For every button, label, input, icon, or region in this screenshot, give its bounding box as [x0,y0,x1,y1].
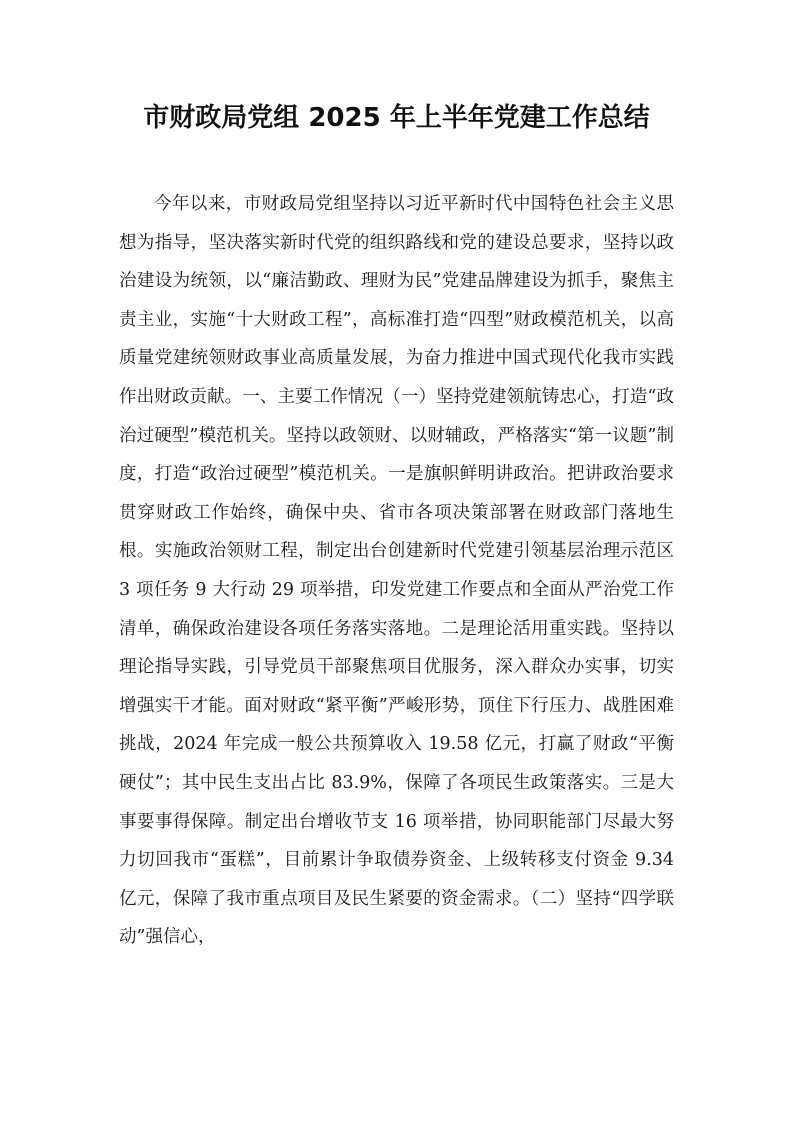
document-title: 市财政局党组 2025 年上半年党建工作总结 [143,103,650,133]
body-paragraph: 今年以来，市财政局党组坚持以习近平新时代中国特色社会主义思想为指导，坚决落实新时代党的组织路线和党的建设总要求，坚持以政治建设为统领，以“廉洁勤政、理财为民”党建品牌建设为抓手，聚焦主责主业，实施“十大财政工程”，高标准打造“四型”财政模范机关，以高质量党建统领财政事业高质量发展，为奋力推进中国式现代化我市实践作出财政贡献。一、主要工作情况（一）坚持党建领航铸忠心，打造“政治过硬型”模范机关。坚持以政领财、以财辅政，严格落实“第一议题”制度，打造“政治过硬型”模范机关。一是旗帜鲜明讲政治。把讲政治要求贯穿财政工作始终，确保中央、省市各项决策部署在财政部门落地生根。实施政治领财工程，制定出台创建新时代党建引领基层治理示范区 3 项任务 9 大行动 29 项举措，印发党建工作要点和全面从严治党工作清单，确保政治建设各项任务落实落地。二是理论活用重实践。坚持以理论指导实践，引导党员干部聚焦项目优服务，深入群众办实事，切实增强实干才能。面对财政“紧平衡”严峻形势，顶住下行压力、战胜困难挑战，2024 年完成一般公共预算收入 19.58 亿元，打赢了财政“平衡硬仗”；其中民生支出占比 83.9%，保障了各项民生政策落实。三是大事要事得保障。制定出台增收节支 16 项举措，协同职能部门尽最大努力切回我市“蛋糕”，目前累计争取债券资金、上级转移支付资金 9.34 亿元，保障了我市重点项目及民生紧要的资金需求。（二）坚持“四学联动”强信心， [119,194,674,948]
